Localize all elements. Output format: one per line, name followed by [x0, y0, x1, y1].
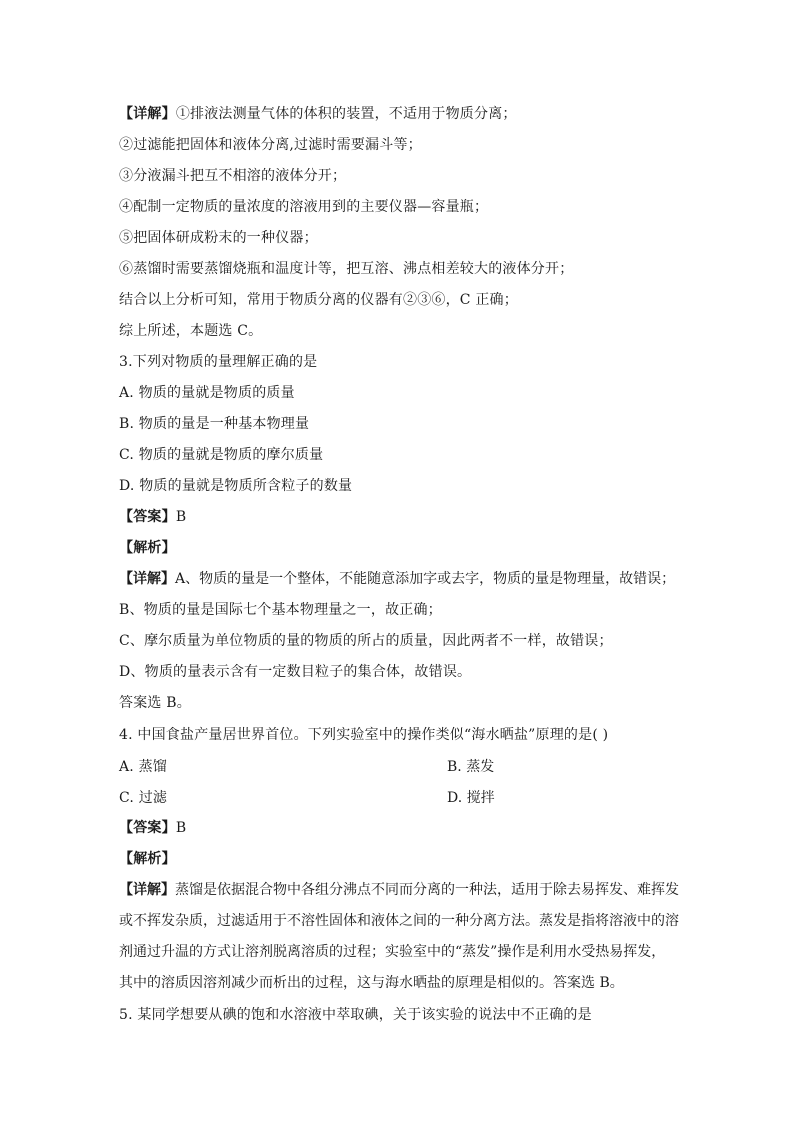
- q3-detail-line-4: D、物质的量表示含有一定数目粒子的集合体，故错误。: [119, 664, 472, 680]
- q4-analysis-tag: 【解析】: [119, 851, 176, 867]
- q2-detail-line-8: 综上所述，本题选 C。: [119, 323, 263, 339]
- q3-analysis-tag: 【解析】: [119, 540, 176, 556]
- q2-detail-line-1: 【详解】①排液法测量气体的体积的装置，不适用于物质分离；: [119, 106, 517, 122]
- q2-detail-line-2: ②过滤能把固体和液体分离,过滤时需要漏斗等；: [119, 137, 422, 153]
- q2-detail-line-5: ⑤把固体研成粉末的一种仪器；: [119, 230, 318, 246]
- q2-detail-line-4: ④配制一定物质的量浓度的溶液用到的主要仪器—容量瓶；: [119, 199, 489, 215]
- q3-detail-line-3: C、摩尔质量为单位物质的量的物质的所占的质量，因此两者不一样，故错误；: [119, 633, 613, 649]
- answer-value: B: [175, 820, 187, 836]
- q4-detail-line-2: 或不挥发杂质，过滤适用于不溶性固体和液体之间的一种分离方法。蒸发是指将溶液中的溶: [119, 913, 679, 929]
- q4-detail-line-4: 其中的溶质因溶剂减少而析出的过程，这与海水晒盐的原理是相似的。答案选 B。: [119, 975, 624, 991]
- detail-tag: 【详解】: [119, 106, 176, 122]
- q2-detail-line-3: ③分液漏斗把互不相溶的液体分开；: [119, 168, 347, 184]
- q3-option-d: D. 物质的量就是物质所含粒子的数量: [119, 478, 353, 494]
- q3-stem: 3.下列对物质的量理解正确的是: [119, 354, 318, 370]
- q2-detail-line-7: 结合以上分析可知，常用于物质分离的仪器有②③⑥，C 正确；: [119, 292, 518, 308]
- q2-detail-line-6: ⑥蒸馏时需要蒸馏烧瓶和温度计等，把互溶、沸点相差较大的液体分开；: [119, 261, 574, 277]
- q3-option-a: A. 物质的量就是物质的质量: [119, 385, 295, 401]
- q4-detail-line-1: 【详解】蒸馏是依据混合物中各组分沸点不同而分离的一种法，适用于除去易挥发、难挥发: [119, 882, 679, 898]
- answer-value: B: [175, 509, 187, 525]
- q4-option-c: C. 过滤: [119, 790, 168, 806]
- detail-tag: 【详解】: [119, 882, 175, 898]
- q3-detail-line-2: B、物质的量是国际七个基本物理量之一，故正确；: [119, 602, 442, 618]
- q4-stem: 4. 中国食盐产量居世界首位。下列实验室中的操作类似“海水晒盐”原理的是( ): [119, 727, 609, 743]
- q4-option-b: B. 蒸发: [447, 759, 495, 775]
- detail-tag: 【详解】: [119, 571, 175, 587]
- q4-option-d: D. 搅拌: [447, 790, 495, 806]
- answer-tag: 【答案】: [119, 820, 176, 836]
- q3-option-b: B. 物质的量是一种基本物理量: [119, 416, 310, 432]
- q4-option-a: A. 蒸馏: [119, 759, 168, 775]
- q4-detail-line-3: 剂通过升温的方式让溶剂脱离溶质的过程；实验室中的“蒸发”操作是利用水受热易挥发，: [119, 944, 666, 960]
- q3-detail-line-1: 【详解】A、物质的量是一个整体，不能随意添加字或去字，物质的量是物理量，故错误；: [119, 571, 676, 587]
- answer-tag: 【答案】: [119, 509, 176, 525]
- q3-option-c: C. 物质的量就是物质的摩尔质量: [119, 447, 324, 463]
- q3-detail-line-5: 答案选 B。: [119, 695, 191, 711]
- q4-answer: [119, 818, 186, 838]
- q5-stem: 5. 某同学想要从碘的饱和水溶液中萃取碘，关于该实验的说法中不正确的是: [119, 1007, 592, 1023]
- q3-answer: [119, 507, 186, 527]
